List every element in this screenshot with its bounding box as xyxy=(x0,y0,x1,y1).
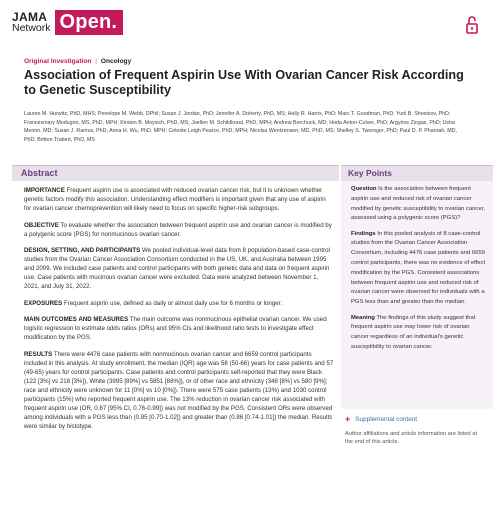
key-point-text: The findings of this study suggest that frequent aspirin use may lower risk of ovarian cancer regardless of an individual's genetic susceptibility to ovarian cancer. xyxy=(351,314,476,350)
abstract-section-importance xyxy=(24,186,334,213)
abstract-section-text: There were 4476 case patients with nonmucinous ovarian cancer and 6659 control participants included in this analysis. At study enrollment, the median (IQR) age was 58 (50-66) years for case patients and 57 (49-65) years for control participants. Case patients and control participants self-reported that they were Black (122 [3%] vs 218 [3%]), White (3995 [89%] vs 5851 [88%]), or of other race and ethnicity (348 [8%] vs 580 [9%]; race and ethnicity were unknown for 11 [0%] vs 10 [0%]). There were 575 case patients (13%) and 1030 control participants (15%) who reported frequent aspirin use. The 13% reduction in ovarian cancer risk associated with frequent aspirin use (OR, 0.87 [95% CI, 0.76-0.99]) was not modified by the PGS. Consistent ORs were observed among individuals with a PGS less than (0.85 [0.70-1.02]) and greater than (0.86 [0.74-1.01]) the median. Results were similar by histotype. xyxy=(24,350,334,430)
supplemental-content-label[interactable]: Supplemental content xyxy=(355,415,418,423)
affiliations-note: Author affiliations and article information are listed at the end of this article. xyxy=(345,431,478,446)
key-point-text: In this pooled analysis of 8 case-control studies from the Ovarian Cancer Association Consortium, including 4476 case patients and 6659 control participants, there was no evidence of effect modification by the PGS. Consistent associations between frequent aspirin use and reduced risk of ovarian cancer were observed for individuals with a PGS less than and greater than the median. xyxy=(351,230,486,306)
journal-logo[interactable] xyxy=(12,10,123,35)
key-points-panel xyxy=(341,165,493,405)
key-point-question xyxy=(351,185,487,224)
key-point-meaning xyxy=(351,314,487,353)
abstract-section-label: OBJECTIVE xyxy=(24,221,59,229)
key-points-body xyxy=(341,181,493,409)
logo-network: Network xyxy=(12,22,51,35)
key-point-text: Is the association between frequent aspirin use and reduced risk of ovarian cancer modified by genetic susceptibility to ovarian cancer, assessed using a polygenic score (PGS)? xyxy=(351,186,485,222)
abstract-body xyxy=(24,186,334,438)
key-point-label: Meaning xyxy=(351,314,375,321)
key-point-label: Findings xyxy=(351,230,376,237)
key-points-heading-bar xyxy=(341,165,493,181)
abstract-heading-bar xyxy=(12,165,339,181)
key-points-heading: Key Points xyxy=(348,168,392,178)
article-title: Association of Frequent Aspirin Use With Ovarian Cancer Risk According to Genetic Susceptibility xyxy=(24,68,464,97)
abstract-section-label: RESULTS xyxy=(24,350,53,358)
abstract-section-results xyxy=(24,350,334,431)
article-section[interactable]: Oncology xyxy=(100,58,132,65)
open-access-lock-icon xyxy=(466,14,478,36)
abstract-heading: Abstract xyxy=(21,168,58,178)
abstract-section-text: We pooled individual-level data from 8 population-based case-control studies from the Ovarian Cancer Association Consortium conducted in the US, UK, and Australia between 1995 and 2009. We included case patients and control participants with both genetic data and data on frequent aspirin use. Case patients with mucinous ovarian cancer were excluded. Data were analyzed between November 1, 2021, and July 31, 2022. xyxy=(24,247,330,290)
abstract-section-text: The main outcome was nonmucinous epithelial ovarian cancer. We used logistic regression to estimate odds ratios (ORs) and 95% CIs and likelihood ratio tests to investigate effect modification by the PGS. xyxy=(24,316,327,341)
supplemental-content-link[interactable] xyxy=(345,414,417,424)
key-point-label: Question xyxy=(351,186,377,192)
logo-jama: JAMA xyxy=(12,10,48,25)
logo-open: Open. xyxy=(55,10,124,35)
abstract-section-exposures xyxy=(24,299,334,308)
meta-separator: | xyxy=(95,58,97,65)
abstract-section-text: To evaluate whether the association between frequent aspirin use and ovarian cancer is modified by a polygenic score (PGS) for nonmucinous ovarian cancer. xyxy=(24,221,332,238)
abstract-section-design xyxy=(24,246,334,291)
abstract-section-text: Frequent aspirin use, defined as daily or almost daily use for 6 months or longer. xyxy=(63,299,283,307)
journal-header xyxy=(12,10,488,46)
abstract-section-objective xyxy=(24,221,334,239)
article-type[interactable]: Original Investigation xyxy=(24,58,92,65)
abstract-section-label: MAIN OUTCOMES AND MEASURES xyxy=(24,316,129,323)
abstract-section-label: IMPORTANCE xyxy=(24,187,65,194)
abstract-section-text: Frequent aspirin use is associated with reduced ovarian cancer risk, but it is unknown whether genetic factors modify this association. Understanding effect modifiers is important given that any use of aspirin for ovarian cancer chemoprevention will likely need to focus on specific higher-risk subgroups. xyxy=(24,187,326,212)
abstract-section-label: EXPOSURES xyxy=(24,299,63,307)
key-points-text xyxy=(351,185,487,358)
abstract-section-label: DESIGN, SETTING, AND PARTICIPANTS xyxy=(24,247,141,254)
logo-wordmark xyxy=(12,11,51,34)
author-list: Lauren M. Hurwitz, PhD, MHS; Penelope M. Webb, DPhil; Susan J. Jordan, PhD; Jennifer A. Doherty, PhD, MS; Holly R. Harris, PhD; Marc T. Goodman, PhD; Yurii B. Shvetsov, PhD; Francesmary Modugno, MS, PhD, MPH; Kirsten B. Moysich, PhD, MS; Joellen M. Schildkraut, PhD, MPH; Andrew Berchuck, MD; Hoda Anton-Culver, PhD; Argyrios Ziogas, PhD; Usha Menon, MD; Susan J. Ramus, PhD; Anna H. Wu, PhD, MPH; Celeste Leigh Pearce, PhD, MPH; Nicolas Wentzensen, MD, PhD, MS; Shelley S. Tworoger, PhD; Paul D. P. Pharoah, MD, PhD; Britton Trabert, PhD, MS xyxy=(24,111,457,143)
abstract-section-outcomes xyxy=(24,315,334,342)
plus-icon: + xyxy=(345,414,351,424)
key-point-findings xyxy=(351,230,487,308)
article-meta xyxy=(24,58,131,65)
